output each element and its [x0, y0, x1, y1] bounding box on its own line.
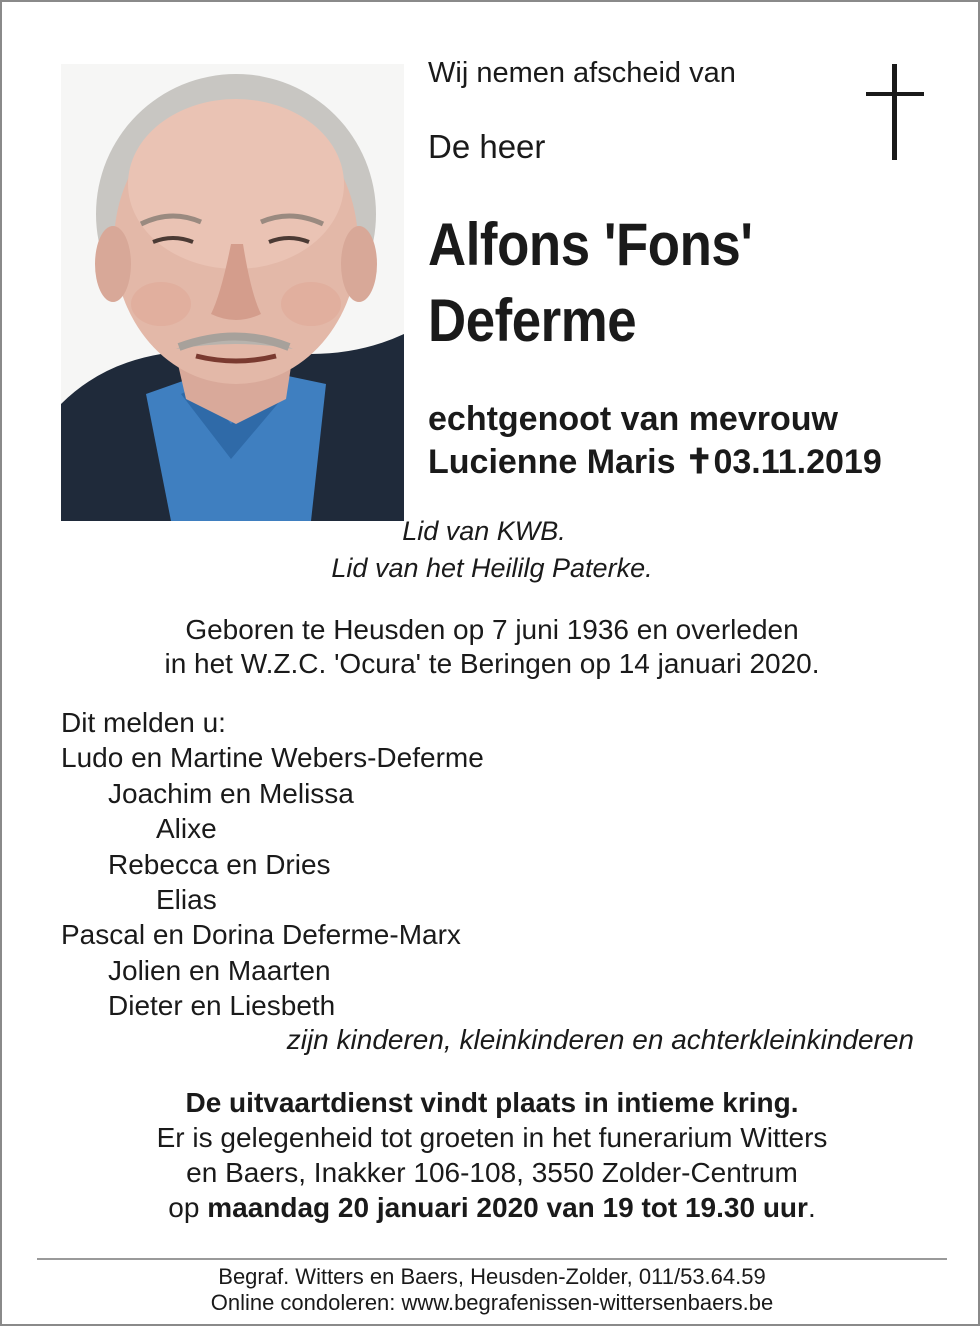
footer-divider — [37, 1258, 947, 1260]
birth-line-2: in het W.Z.C. 'Ocura' te Beringen op 14 januari 2020. — [164, 648, 820, 679]
spouse-line-1: echtgenoot van mevrouw — [428, 400, 838, 438]
funeral-home-contact: Begraf. Witters en Baers, Heusden-Zolder, 011/53.64.59 — [218, 1264, 766, 1289]
list-item: Pascal en Dorina Deferme-Marx — [61, 919, 461, 951]
portrait-photo — [61, 64, 404, 521]
spouse-line-2: Lucienne Maris ✝03.11.2019 — [428, 443, 882, 481]
service-line-2: Er is gelegenheid tot groeten in het funerarium Witters — [156, 1122, 828, 1153]
online-condolence-link[interactable]: Online condoleren: www.begrafenissen-wittersenbaers.be — [210, 1290, 774, 1315]
list-item: Elias — [156, 884, 217, 916]
salutation: De heer — [428, 128, 546, 165]
family-heading: Dit melden u: — [61, 707, 226, 738]
list-item: Joachim en Melissa — [108, 777, 354, 809]
service-line-4: op maandag 20 januari 2020 van 19 tot 19.30 uur. — [168, 1192, 816, 1223]
service-line-3: en Baers, Inakker 106-108, 3550 Zolder-Centrum — [186, 1157, 798, 1188]
footer — [2, 1264, 980, 1316]
service-info — [2, 1085, 980, 1225]
birth-line-1: Geboren te Heusden op 7 juni 1936 en overleden — [185, 614, 799, 645]
deceased-name — [428, 207, 752, 359]
list-item: Dieter en Liesbeth — [108, 990, 336, 1022]
family-list — [61, 705, 484, 1024]
membership-2: Lid van het Heililg Paterke. — [331, 553, 653, 583]
spouse-info — [428, 398, 882, 484]
name-line-1: Alfons 'Fons' — [428, 211, 753, 278]
list-item: Ludo en Martine Webers-Deferme — [61, 742, 484, 774]
memberships — [2, 513, 980, 587]
list-item: Alixe — [156, 813, 217, 845]
name-line-2: Deferme — [428, 287, 637, 354]
list-item: Rebecca en Dries — [108, 848, 331, 880]
birth-death-info — [2, 613, 980, 681]
family-relation: zijn kinderen, kleinkinderen en achterkleinkinderen — [286, 1024, 914, 1055]
intro-text: Wij nemen afscheid van — [428, 57, 736, 89]
membership-1: Lid van KWB. — [402, 516, 566, 546]
cross-icon — [866, 64, 924, 160]
list-item: Jolien en Maarten — [108, 954, 331, 986]
service-line-1: De uitvaartdienst vindt plaats in intieme kring. — [185, 1087, 799, 1118]
